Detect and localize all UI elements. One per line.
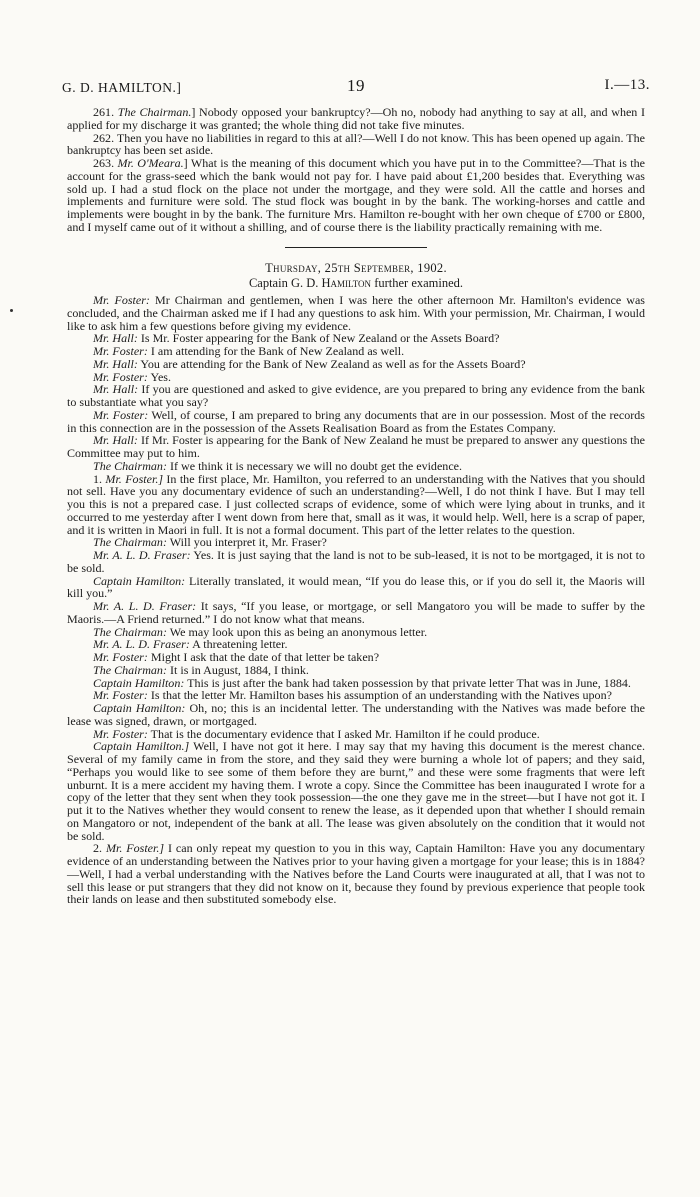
page-header	[62, 76, 650, 100]
speech-text: Oh, no; this is an incidental letter. The understanding with the Natives was made before the lease was signed, drawn, or mortgaged.	[67, 701, 645, 728]
p1-lead: 261.	[93, 105, 118, 119]
speaker-name: Mr. Hall:	[93, 331, 138, 346]
page-number: 19	[347, 76, 365, 95]
session-date-heading: Thursday, 25th September, 1902.	[265, 260, 447, 275]
speaker-name: Mr. A. L. D. Fraser:	[93, 548, 191, 562]
speech-text: Yes.	[147, 369, 171, 384]
section-divider	[285, 247, 427, 248]
p3-speaker: Mr. O'Meara.	[117, 156, 184, 170]
speaker-name: Mr. Foster.]	[105, 471, 164, 486]
speaker-name: Mr. Hall:	[93, 433, 138, 448]
speaker-name: Mr. Foster:	[93, 650, 148, 664]
speech-text: If Mr. Foster is appearing for the Bank of New Zealand he must be prepared to answer any questions the Committee may put to him.	[67, 433, 645, 460]
speaker-name: Mr. Foster:	[93, 293, 150, 307]
speech-text: A threatening letter.	[189, 637, 288, 652]
speaker-name: Mr. A. L. D. Fraser:	[93, 637, 190, 652]
dialogue-paragraph	[67, 294, 645, 332]
speaker-name: Captain Hamilton.]	[93, 739, 190, 754]
speaker-name: The Chairman:	[93, 458, 167, 473]
subheading-prefix: Captain G. D.	[248, 276, 319, 291]
p1-rest: ] Nobody opposed your bankruptcy?—Oh no, nobody had anything to say at all, and when I applied for my discharge it was granted; the whole thing did not take five minutes.	[67, 105, 645, 132]
speech-text: We may look upon this as being an anonymous letter.	[166, 624, 428, 639]
paragraph-261	[67, 106, 645, 132]
paper-reference: I.—13.	[604, 77, 650, 93]
document-body	[67, 106, 645, 906]
speaker-name: Mr. Hall:	[93, 382, 139, 397]
speech-text: This is just after the bank had taken possession by that private letter That was in June, 1884.	[184, 675, 631, 690]
speech-text: If you are questioned and asked to give evidence, are you prepared to bring any evidence from the bank to substantiate what you say?	[67, 382, 645, 409]
speaker-name: Captain Hamilton:	[93, 675, 185, 690]
speaker-name: Captain Hamilton:	[93, 573, 186, 588]
witness-subheading	[67, 277, 645, 290]
speech-text: Well, of course, I am prepared to bring any documents that are in our possession. Most of the records in this connection are in the possession of the Assets Realisation Board as from the Estates Company.	[67, 407, 645, 435]
p1-speaker: The Chairman.	[117, 105, 192, 119]
dialogue-paragraph	[67, 434, 645, 460]
dialogue-section	[67, 294, 645, 906]
speech-text: That is the documentary evidence that I asked Mr. Hamilton if he could produce.	[147, 726, 540, 741]
p3-lead: 263.	[93, 156, 118, 170]
speech-text: I can only repeat my question to you in this way, Captain Hamilton: Have you any documentary evidence of an understanding between the Natives prior to your having given a mortgage for your lease; this is in 1884?—Well, I had a verbal understanding with the Natives before the Land Courts were inaugurated at all, that I was not to sell this lease or put strangers that they did not know on it, because they found by previous experience that people took their lands on lease and then substituted somebody else.	[67, 841, 646, 907]
speaker-name: Captain Hamilton:	[93, 701, 186, 715]
p3-rest: ] What is the meaning of this document which you have put in to the Committee?—That is the account for the grass-seed which the bank would not pay for. I have paid about £1,200 besides that. Everything was sold up. I had a stud flock on the place not under the mortgage, and they were sold. All the cattle and horses and implements and furniture were sold. The stud flock was bought in by the bank. The working-horses and cattle and implements were bought in by the bank. The furniture Mrs. Hamilton re-bought with her own cheque of £700 or £800, and I myself came out of it without a shilling, and of course there is the liability practically remaining with me.	[67, 156, 646, 234]
speaker-name: Mr. Hall:	[93, 356, 138, 371]
speaker-name: The Chairman:	[93, 662, 167, 677]
speech-text: Literally translated, it would mean, “If you do lease this, or if you do sell it, the Maoris will kill you.”	[67, 573, 646, 601]
speech-text: It is in August, 1884, I think.	[166, 662, 309, 677]
dialogue-paragraph	[67, 702, 645, 728]
dialogue-paragraph	[67, 842, 645, 906]
speech-text: Might I ask that the date of that letter be taken?	[147, 650, 380, 664]
subheading-suffix: further examined.	[374, 276, 464, 291]
speaker-name: Mr. Foster:	[93, 407, 149, 422]
dialogue-paragraph	[67, 473, 645, 537]
speech-text: It says, “If you lease, or mortgage, or sell Mangatoro you will be made to suffer by the Maoris.—A Friend returned.” I do not know what that means.	[67, 599, 645, 626]
dialogue-paragraph	[67, 740, 645, 842]
dialogue-paragraph	[67, 383, 645, 409]
speech-text: Will you interpret it, Mr. Fraser?	[166, 535, 327, 550]
speaker-name: Mr. Foster.]	[105, 841, 165, 856]
speech-text: Is that the letter Mr. Hamilton bases his assumption of an understanding with the Natives upon?	[147, 688, 612, 703]
speech-text: If we think it is necessary we will no doubt get the evidence.	[166, 458, 463, 473]
speech-text: Well, I have not got it here. I may say that my having this document is the merest chance. Several of my family came in from the store, and they said they were burning a whole lot of papers; and they said, “Perhaps you would like to see some of them before they are burnt,” and these were some fragments that were left unburnt. It is a mere accident my having them. I wrote a copy. Since the Committee has been inaugurated I wrote for a copy of the letter that they sent when they took possession—the one they gave me in the street—but I have not got it. I put it to the Natives whether they would consent to renew the lease, as it depended upon that whether I should remain on Mangatoro or not, independent of the bank at all. The lease was given absolutely on the condition that it would not be sold.	[67, 739, 646, 843]
dialogue-paragraph	[67, 409, 645, 435]
speaker-name: Mr. Foster:	[93, 726, 148, 741]
dialogue-paragraph	[67, 575, 645, 601]
dialogue-paragraph	[67, 549, 645, 575]
speech-text: I am attending for the Bank of New Zealand as well.	[147, 344, 405, 358]
speaker-name: Mr. Foster:	[93, 688, 148, 703]
speech-text: In the first place, Mr. Hamilton, you referred to an understanding with the Natives that you should not sell. Have you any documentary evidence of such an understanding?—Well, I do not think I have. But I may tell you this is not a prepared case. I just collected scraps of evidence, some of which were lying about in trunks, and it occurred to me yesterday after I went down from here that, small as it was, it would help. Well, here is a scrap of paper, and it is written in Maori in full. It is not a formal document. This part of the letter relates to the question.	[67, 471, 646, 537]
speaker-name: Mr. Foster:	[93, 369, 148, 384]
header-witness: G. D. HAMILTON.]	[62, 80, 182, 95]
speaker-name: The Chairman:	[93, 535, 167, 550]
question-number: 2.	[93, 841, 106, 856]
paragraph-263	[67, 157, 645, 234]
subheading-name: Hamilton	[321, 276, 372, 291]
speech-text: You are attending for the Bank of New Zealand as well as for the Assets Board?	[137, 356, 526, 371]
speech-text: Is Mr. Foster appearing for the Bank of New Zealand or the Assets Board?	[137, 331, 500, 346]
margin-mark	[10, 309, 13, 312]
speech-text: Mr Chairman and gentlemen, when I was here the other afternoon Mr. Hamilton's evidence was concluded, and the Chairman asked me if I had any questions to ask him. With your permission, Mr. Chairman, I would like to ask him a few questions before giving my evidence.	[67, 293, 645, 333]
speaker-name: Mr. A. L. D. Fraser:	[93, 599, 197, 613]
dialogue-paragraph	[67, 600, 645, 626]
question-number: 1.	[93, 471, 106, 486]
speech-text: Yes. It is just saying that the land is not to be sub-leased, it is not to be mortgaged, it is not to be sold.	[67, 548, 645, 575]
speaker-name: Mr. Foster:	[93, 344, 148, 358]
paragraph-262: 262. Then you have no liabilities in regard to this at all?—Well I do not know. This has been opened up again. The bankruptcy has been set aside.	[67, 130, 645, 158]
speaker-name: The Chairman:	[93, 624, 167, 639]
